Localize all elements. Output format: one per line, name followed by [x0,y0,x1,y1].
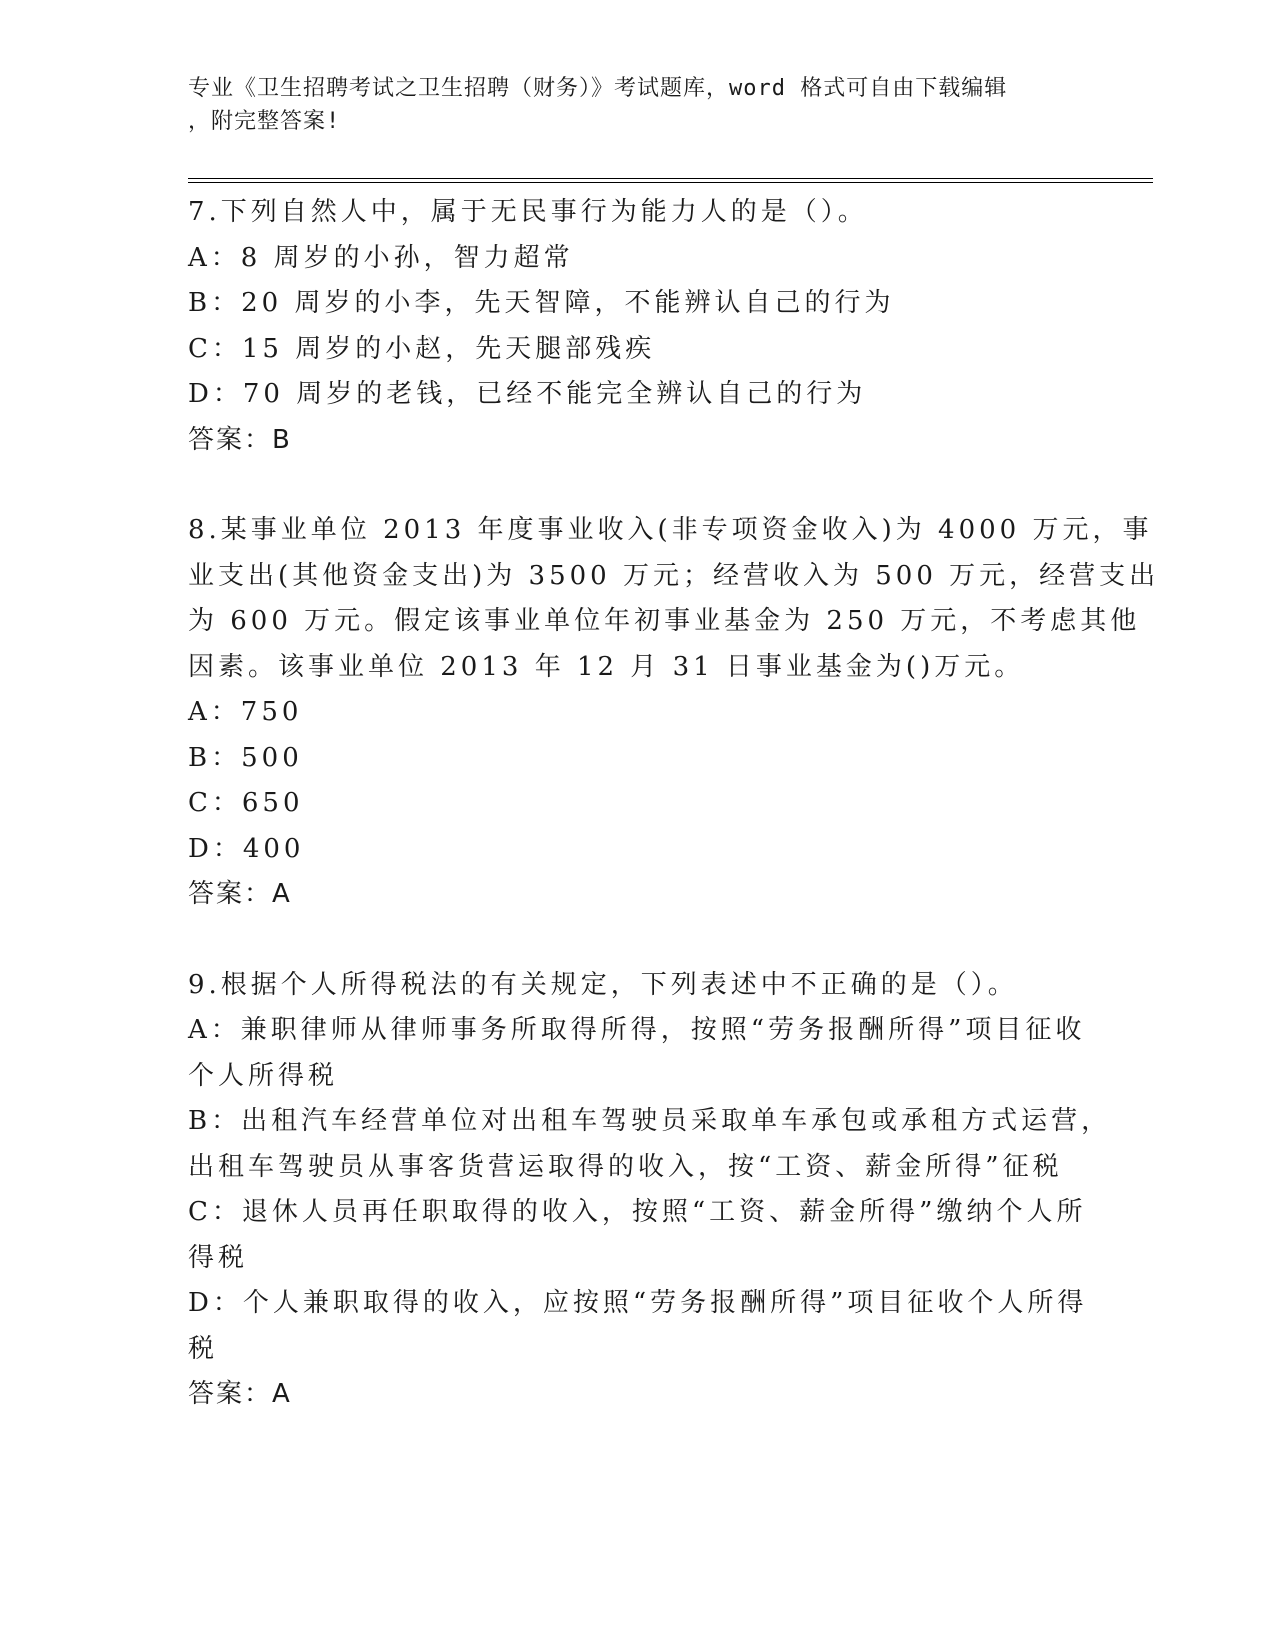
question-stem-line-4: 因素。该事业单位 2013 年 12 月 31 日事业基金为()万元。 [188,651,1025,682]
option-d-line-2: 税 [188,1333,219,1364]
option-c: C：15 周岁的小赵，先天腿部残疾 [188,333,656,364]
question-stem-line-1: 8.某事业单位 2013 年度事业收入(非专项资金收入)为 4000 万元，事 [188,515,1153,545]
question-stem-line-3: 为 600 万元。假定该事业单位年初事业基金为 250 万元，不考虑其他 [188,606,1141,636]
option-b-line-2: 出租车驾驶员从事客货营运取得的收入，按“工资、薪金所得”征税 [188,1151,1063,1182]
option-c-line-1: C：退休人员再任职取得的收入，按照“工资、薪金所得”缴纳个人所 [188,1197,1087,1227]
header-divider-top [188,178,1153,179]
question-stem: 9.根据个人所得税法的有关规定，下列表述中不正确的是（）。 [188,969,1018,1000]
option-b-line-1: B：出租汽车经营单位对出租车驾驶员采取单车承包或承租方式运营， [188,1106,1112,1136]
header-line-1: 专业《卫生招聘考试之卫生招聘（财务）》考试题库，word 格式可自由下载编辑 [188,76,1008,101]
option-a-line-1: A：兼职律师从律师事务所取得所得，按照“劳务报酬所得”项目征收 [188,1015,1086,1045]
question-list [188,190,1160,1418]
question-stem-line-2: 业支出(其他资金支出)为 3500 万元；经营收入为 500 万元，经营支出 [188,560,1160,591]
option-a: A：8 周岁的小孙，智力超常 [188,242,574,273]
answer: 答案：A [188,1379,292,1409]
option-c: C：650 [188,788,304,818]
question-9 [188,963,1112,1418]
option-d: D：400 [188,833,305,864]
option-a-line-2: 个人所得税 [188,1060,339,1091]
answer: 答案：A [188,879,292,909]
question-8 [188,508,1160,918]
header-divider-bottom [188,182,1153,183]
answer: 答案：B [188,424,292,455]
option-a: A：750 [188,697,303,727]
option-b: B：500 [188,742,303,773]
document-header [188,72,1088,138]
header-line-2: ，附完整答案! [188,109,341,134]
question-7 [188,190,1088,463]
option-d-line-1: D：个人兼职取得的收入，应按照“劳务报酬所得”项目征收个人所得 [188,1288,1088,1318]
question-stem: 7.下列自然人中，属于无民事行为能力人的是（）。 [188,197,868,227]
option-d: D：70 周岁的老钱，已经不能完全辨认自己的行为 [188,379,867,409]
option-b: B：20 周岁的小李，先天智障，不能辨认自己的行为 [188,288,895,318]
option-c-line-2: 得税 [188,1242,249,1273]
